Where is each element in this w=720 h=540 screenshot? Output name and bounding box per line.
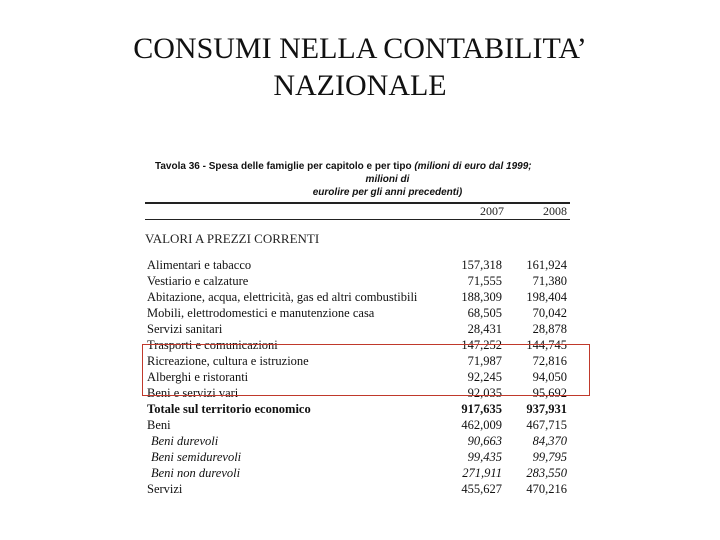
row-label: Beni e servizi vari: [147, 386, 239, 400]
value-2008: 72,816: [532, 354, 567, 368]
table-caption: [145, 160, 570, 173]
row-label: Totale sul territorio economico: [147, 402, 311, 416]
table-row: [145, 305, 570, 321]
row-label: Ricreazione, cultura e istruzione: [147, 354, 309, 368]
value-2007: 71,555: [467, 274, 502, 288]
table-row: [145, 481, 570, 497]
table-header: [145, 204, 570, 218]
value-2008: 467,715: [526, 418, 567, 432]
table-row: [145, 273, 570, 289]
row-label: Servizi sanitari: [147, 322, 223, 336]
value-2007: 92,245: [467, 370, 502, 384]
row-label: Alimentari e tabacco: [147, 258, 252, 272]
table-row: [145, 321, 570, 337]
row-label: Beni semidurevoli: [151, 450, 242, 464]
table-row: [145, 449, 570, 465]
value-2007: 92,035: [467, 386, 502, 400]
table-caption-unit-2: milioni di: [365, 174, 410, 185]
value-2007: 147,252: [461, 338, 502, 352]
row-label: Beni durevoli: [151, 434, 219, 448]
value-2007: 90,663: [467, 434, 502, 448]
table-row: [145, 257, 570, 273]
value-2008: 94,050: [532, 370, 567, 384]
table-row: [145, 289, 570, 305]
row-label: Beni: [147, 418, 171, 432]
table-caption-unit: (milioni di euro dal 1999;: [414, 161, 532, 172]
value-2007: 71,987: [467, 354, 502, 368]
slide-title-line-1: CONSUMI NELLA CONTABILITA’: [133, 32, 587, 65]
value-2007: 455,627: [461, 482, 502, 496]
table-row: [145, 401, 570, 417]
column-header-2008: 2008: [543, 204, 567, 218]
table-row: [145, 417, 570, 433]
value-2008: 70,042: [532, 306, 567, 320]
value-2008: 95,692: [532, 386, 567, 400]
value-2007: 271,911: [462, 466, 502, 480]
value-2007: 28,431: [467, 322, 502, 336]
value-2008: 99,795: [532, 450, 567, 464]
table-caption-title: Tavola 36 - Spesa delle famiglie per capitolo e per tipo: [155, 161, 412, 172]
value-2007: 68,505: [467, 306, 502, 320]
row-label: Servizi: [147, 482, 183, 496]
row-label: Alberghi e ristoranti: [147, 370, 249, 384]
table-caption-unit-3: eurolire per gli anni precedenti): [312, 187, 463, 198]
row-label: Abitazione, acqua, elettricità, gas ed altri combustibili: [147, 290, 418, 304]
value-2008: 71,380: [532, 274, 567, 288]
row-label: Mobili, elettrodomestici e manutenzione casa: [147, 306, 375, 320]
value-2007: 99,435: [467, 450, 502, 464]
value-2008: 161,924: [526, 258, 567, 272]
value-2007: 462,009: [461, 418, 502, 432]
consumption-table: [145, 160, 570, 497]
value-2007: 157,318: [461, 258, 502, 272]
value-2007: 917,635: [461, 402, 502, 416]
table-row: [145, 465, 570, 481]
value-2008: 470,216: [526, 482, 567, 496]
slide-title: [0, 30, 720, 104]
value-2008: 144,745: [526, 338, 567, 352]
table-header-rule: [145, 219, 570, 220]
value-2008: 28,878: [532, 322, 567, 336]
value-2007: 188,309: [461, 290, 502, 304]
table-row: [145, 433, 570, 449]
row-label: Beni non durevoli: [151, 466, 241, 480]
value-2008: 937,931: [526, 402, 567, 416]
row-label: Vestiario e calzature: [147, 274, 249, 288]
row-label: Trasporti e comunicazioni: [147, 338, 278, 352]
column-header-2007: 2007: [480, 204, 504, 218]
value-2008: 198,404: [526, 290, 567, 304]
highlight-box: [142, 344, 590, 396]
section-heading: VALORI A PREZZI CORRENTI: [145, 231, 320, 246]
slide-title-line-2: NAZIONALE: [273, 69, 447, 102]
value-2008: 283,550: [526, 466, 567, 480]
value-2008: 84,370: [532, 434, 567, 448]
